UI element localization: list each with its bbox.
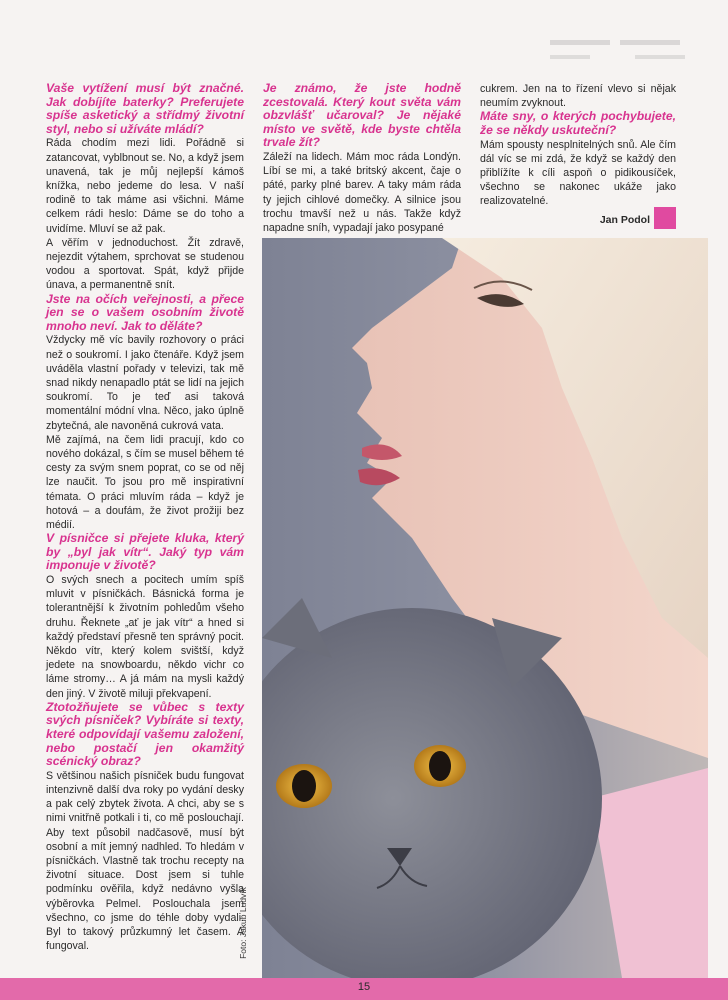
answer-paragraph: S většinou našich písniček budu fungovat intenzivně další dva roky po vydání desky a pak celý zbytek života. A chci, aby se s nimi vnitřně potkali i ti, co mě poslouchají. Aby text působil nadčasově, musí být osobní a mít jemný nadhled. To hledám v písničkách. Vlastně tak trochu recepty na životní situace. Dost jsem si tuhle podmínku ověřila, když nedávno vyšla výběrovka Pelmel. Poslouchala jsem všechno, co jsme do téhle doby vydali. Byl to takový průzkumný let časem. A fungoval.	[46, 769, 244, 953]
answer-paragraph: Vždycky mě víc bavily rozhovory o práci než o soukromí. I jako čtenáře. Když jsem uváděla vlastní pořady v televizi, tak mě snad nikdy nenapadlo ptát se lidí na jejich soukromí. To je teď asi taková momentální módní vlna. Něco, jako úplně zbytečná, ale navoněná cukrová vata.	[46, 334, 244, 432]
article-column-2	[263, 82, 461, 235]
answer-paragraph: Mě zajímá, na čem lidi pracují, kdo co nového dokázal, s čím se musel během té cesty za svým snem poprat, co se od něj lze naučit. To jsou pro mě inspirativní témata. O práci mluvím ráda – když je hotová – a doufám, že život prožiji bez médií.	[46, 433, 244, 532]
portrait-photo	[262, 238, 708, 978]
woman-and-cat-illustration	[262, 238, 708, 978]
author-signature	[480, 213, 676, 227]
answer-paragraph: Mám spousty nesplnitelných snů. Ale čím dál víc se mi zdá, že když se každý den přiblížíte k cíli aspoň o pidikousíček, všechno se nakonec ukáže jako realizovatelné.	[480, 138, 676, 208]
page-footer-bar	[0, 978, 728, 1000]
answer-paragraph: Záleží na lidech. Mám moc ráda Londýn. Líbí se mi, a také britský akcent, čaje o páté, parky plné barev. A taky mám ráda ty jejich cihlové domečky. A silnice jsou trochu tmavší než u nás. Takže když napadne sníh, vypadají jako posypané	[263, 150, 461, 234]
answer-paragraph: cukrem. Jen na to řízení vlevo si nějak neumím zvyknout.	[480, 83, 676, 110]
question-heading: Jste na očích veřejnosti, a přece jen se o vašem osobním životě mnoho neví. Jak to děláte?	[46, 291, 244, 333]
question-heading: Máte sny, o kterých pochybujete, že se někdy uskuteční?	[480, 109, 676, 137]
bleed-through-texture	[540, 30, 700, 90]
photo-credit-text: Foto: Jakub Ludvík	[237, 887, 248, 959]
page-number: 15	[357, 981, 371, 993]
author-name: Jan Podol	[599, 213, 650, 226]
answer-paragraph: Ráda chodím mezi lidi. Pořádně si zatancovat, vyblbnout se. No, a když jsem unavená, tak je můj nejlepší kámoš knížka, nebo jedeme do lesa. V naší rodině to tak máme asi všichni. Máme celkem rádi heslo: Dáme se do toho a uvidíme. Mluví se až pak.	[46, 137, 244, 235]
question-heading: Vaše vytížení musí být značné. Jak dobíjíte baterky? Preferujete spíše asketický a střídmý životní styl, nebo si užíváte mládí?	[46, 81, 244, 136]
article-column-3	[480, 82, 676, 227]
question-heading: Je známo, že jste hodně zcestovalá. Který kout světa vám obzvlášť učaroval? Je nějaké místo ve světě, kde byste chtěla trvale žít?	[263, 81, 461, 150]
question-heading: Ztotožňujete se vůbec s texty svých písniček? Vybíráte si texty, které odpovídají vašemu založení, nebo postačí jen okamžitý scénický obraz?	[46, 699, 244, 769]
question-heading: V písničce si přejete kluka, který by „byl jak vítr“. Jaký typ vám imponuje v životě?	[46, 531, 244, 573]
answer-paragraph: A věřím v jednoduchost. Žít zdravě, nejezdit výtahem, sprchovat se studenou vodou a sportovat. Spát, když přijde únava, a permanentně snít.	[46, 236, 244, 292]
answer-paragraph: O svých snech a pocitech umím spíš mluvit v písničkách. Básnická forma je tolerantnější k životním pohledům všeho druhu. Řeknete „ať je jak vítr“ a hned si každý představí přesně ten správný pocit. Někdo vítr, který kolem svištší, když jedete na snowboardu, někdo vichr co láme stromy… A já mám na mysli každý den jiný. V životě miluji překvapení.	[46, 574, 244, 700]
end-mark-square	[654, 207, 676, 229]
article-column-1	[46, 82, 244, 953]
photo-credit	[237, 880, 255, 970]
